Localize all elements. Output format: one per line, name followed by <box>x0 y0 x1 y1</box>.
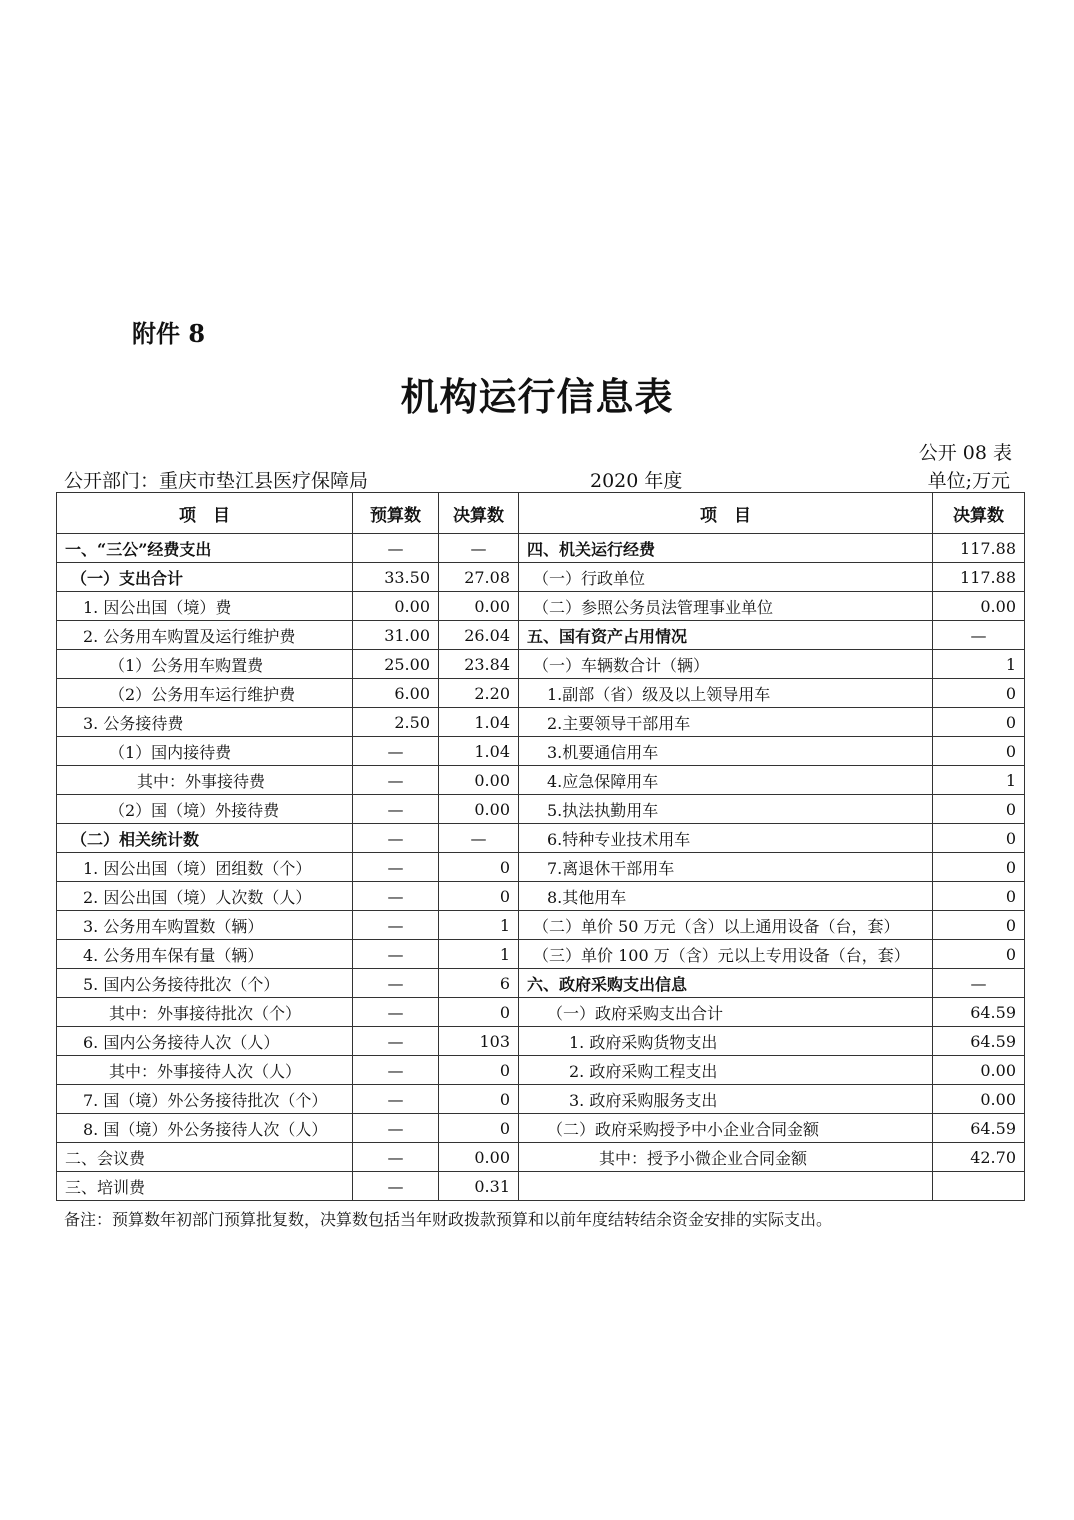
left-item: 6. 国内公务接待人次（人） <box>57 1027 353 1056</box>
left-item: （二）相关统计数 <box>57 824 353 853</box>
budget-value: 33.50 <box>353 563 439 592</box>
table-number: 公开 08 表 <box>918 442 1012 464</box>
right-item: （二）单价 50 万元（含）以上通用设备（台，套） <box>519 911 933 940</box>
budget-value: — <box>353 998 439 1027</box>
budget-value: — <box>353 1143 439 1172</box>
final-value: 6 <box>439 969 519 998</box>
left-item: 7. 国（境）外公务接待批次（个） <box>57 1085 353 1114</box>
budget-value: — <box>353 1114 439 1143</box>
right-value: 0 <box>933 911 1025 940</box>
budget-value: — <box>353 1056 439 1085</box>
right-item: 7.离退休干部用车 <box>519 853 933 882</box>
header-item-left: 项 目 <box>57 493 353 534</box>
right-value: 0 <box>933 708 1025 737</box>
right-item: （一）行政单位 <box>519 563 933 592</box>
right-value: — <box>933 969 1025 998</box>
final-value: 26.04 <box>439 621 519 650</box>
budget-value: — <box>353 766 439 795</box>
left-item: （2）国（境）外接待费 <box>57 795 353 824</box>
right-item: （一）政府采购支出合计 <box>519 998 933 1027</box>
right-value: 0 <box>933 795 1025 824</box>
right-item: 6.特种专业技术用车 <box>519 824 933 853</box>
left-item: （一）支出合计 <box>57 563 353 592</box>
right-item: 四、机关运行经费 <box>519 534 933 563</box>
right-item: 1.副部（省）级及以上领导用车 <box>519 679 933 708</box>
table-row <box>57 969 1025 998</box>
right-item: 4.应急保障用车 <box>519 766 933 795</box>
final-value: — <box>439 824 519 853</box>
budget-value: — <box>353 737 439 766</box>
right-item: 3. 政府采购服务支出 <box>519 1085 933 1114</box>
final-value: 103 <box>439 1027 519 1056</box>
budget-value: — <box>353 795 439 824</box>
left-item: 5. 国内公务接待批次（个） <box>57 969 353 998</box>
right-value: 117.88 <box>933 534 1025 563</box>
info-table <box>56 492 1025 1201</box>
right-item <box>519 1172 933 1201</box>
table-row <box>57 592 1025 621</box>
right-value: 0.00 <box>933 592 1025 621</box>
header-item-right: 项 目 <box>519 493 933 534</box>
left-item: 其中：外事接待人次（人） <box>57 1056 353 1085</box>
final-value: 0 <box>439 1056 519 1085</box>
header-final-right: 决算数 <box>933 493 1025 534</box>
final-value: — <box>439 534 519 563</box>
right-value: 0 <box>933 824 1025 853</box>
table-row <box>57 911 1025 940</box>
department-label: 公开部门：重庆市垫江县医疗保障局 <box>64 470 369 492</box>
final-value: 0 <box>439 853 519 882</box>
budget-value: — <box>353 969 439 998</box>
final-value: 0 <box>439 1114 519 1143</box>
left-item: 其中：外事接待批次（个） <box>57 998 353 1027</box>
left-item: （1）公务用车购置费 <box>57 650 353 679</box>
table-row <box>57 882 1025 911</box>
right-value: 1 <box>933 650 1025 679</box>
final-value: 0.31 <box>439 1172 519 1201</box>
left-item: 8. 国（境）外公务接待人次（人） <box>57 1114 353 1143</box>
final-value: 0.00 <box>439 766 519 795</box>
left-item: 一、“三公”经费支出 <box>57 534 353 563</box>
attachment-label: 附件 8 <box>132 319 206 348</box>
right-value: 0 <box>933 882 1025 911</box>
unit-label: 单位;万元 <box>927 470 1010 492</box>
left-item: （2）公务用车运行维护费 <box>57 679 353 708</box>
left-item: 2. 因公出国（境）人次数（人） <box>57 882 353 911</box>
final-value: 2.20 <box>439 679 519 708</box>
final-value: 23.84 <box>439 650 519 679</box>
left-item: 4. 公务用车保有量（辆） <box>57 940 353 969</box>
right-value: 1 <box>933 766 1025 795</box>
final-value: 0 <box>439 998 519 1027</box>
right-value: 0 <box>933 853 1025 882</box>
right-value: 64.59 <box>933 1114 1025 1143</box>
table-row <box>57 766 1025 795</box>
right-value: 42.70 <box>933 1143 1025 1172</box>
table-row <box>57 563 1025 592</box>
budget-value: — <box>353 1085 439 1114</box>
final-value: 0 <box>439 882 519 911</box>
budget-value: — <box>353 824 439 853</box>
final-value: 0.00 <box>439 795 519 824</box>
left-item: 3. 公务接待费 <box>57 708 353 737</box>
right-value: 64.59 <box>933 1027 1025 1056</box>
final-value: 1.04 <box>439 708 519 737</box>
right-item: 3.机要通信用车 <box>519 737 933 766</box>
budget-value: — <box>353 911 439 940</box>
right-value: 0 <box>933 940 1025 969</box>
final-value: 27.08 <box>439 563 519 592</box>
budget-value: — <box>353 853 439 882</box>
budget-value: 0.00 <box>353 592 439 621</box>
table-row <box>57 940 1025 969</box>
table-row <box>57 824 1025 853</box>
right-item: （二）参照公务员法管理事业单位 <box>519 592 933 621</box>
budget-value: — <box>353 1172 439 1201</box>
budget-value: — <box>353 882 439 911</box>
left-item: 1. 因公出国（境）团组数（个） <box>57 853 353 882</box>
table-header-row <box>57 493 1025 534</box>
table-row <box>57 1085 1025 1114</box>
table-row <box>57 795 1025 824</box>
table-row <box>57 534 1025 563</box>
header-final-left: 决算数 <box>439 493 519 534</box>
page-title: 机构运行信息表 <box>400 374 674 419</box>
table-row <box>57 1143 1025 1172</box>
final-value: 0.00 <box>439 592 519 621</box>
right-item: 五、国有资产占用情况 <box>519 621 933 650</box>
budget-value: 25.00 <box>353 650 439 679</box>
left-item: 1. 因公出国（境）费 <box>57 592 353 621</box>
right-item: 2. 政府采购工程支出 <box>519 1056 933 1085</box>
right-item: 2.主要领导干部用车 <box>519 708 933 737</box>
right-value: 0 <box>933 679 1025 708</box>
table-row <box>57 679 1025 708</box>
left-item: 3. 公务用车购置数（辆） <box>57 911 353 940</box>
right-item: （二）政府采购授予中小企业合同金额 <box>519 1114 933 1143</box>
final-value: 1 <box>439 940 519 969</box>
table-row <box>57 1056 1025 1085</box>
right-value <box>933 1172 1025 1201</box>
right-value: — <box>933 621 1025 650</box>
right-value: 0.00 <box>933 1085 1025 1114</box>
right-value: 0.00 <box>933 1056 1025 1085</box>
final-value: 0.00 <box>439 1143 519 1172</box>
left-item: 三、培训费 <box>57 1172 353 1201</box>
budget-value: — <box>353 534 439 563</box>
final-value: 1 <box>439 911 519 940</box>
left-item: 2. 公务用车购置及运行维护费 <box>57 621 353 650</box>
budget-value: 6.00 <box>353 679 439 708</box>
final-value: 0 <box>439 1085 519 1114</box>
budget-value: — <box>353 1027 439 1056</box>
right-item: （三）单价 100 万（含）元以上专用设备（台，套） <box>519 940 933 969</box>
right-item: 5.执法执勤用车 <box>519 795 933 824</box>
right-item: 其中：授予小微企业合同金额 <box>519 1143 933 1172</box>
table-row <box>57 1114 1025 1143</box>
footnote: 备注：预算数年初部门预算批复数，决算数包括当年财政拨款预算和以前年度结转结余资金安排的实际支出。 <box>64 1210 833 1229</box>
budget-value: 31.00 <box>353 621 439 650</box>
table-row <box>57 1027 1025 1056</box>
fiscal-year: 2020 年度 <box>590 470 683 492</box>
right-item: 8.其他用车 <box>519 882 933 911</box>
left-item: 二、会议费 <box>57 1143 353 1172</box>
final-value: 1.04 <box>439 737 519 766</box>
left-item: 其中：外事接待费 <box>57 766 353 795</box>
table-row <box>57 853 1025 882</box>
right-item: 六、政府采购支出信息 <box>519 969 933 998</box>
table-row <box>57 1172 1025 1201</box>
table-row <box>57 998 1025 1027</box>
table-row <box>57 650 1025 679</box>
table-row <box>57 737 1025 766</box>
budget-value: — <box>353 940 439 969</box>
table-row <box>57 708 1025 737</box>
budget-value: 2.50 <box>353 708 439 737</box>
header-budget: 预算数 <box>353 493 439 534</box>
table-row <box>57 621 1025 650</box>
right-value: 117.88 <box>933 563 1025 592</box>
right-item: （一）车辆数合计（辆） <box>519 650 933 679</box>
right-value: 0 <box>933 737 1025 766</box>
right-value: 64.59 <box>933 998 1025 1027</box>
right-item: 1. 政府采购货物支出 <box>519 1027 933 1056</box>
left-item: （1）国内接待费 <box>57 737 353 766</box>
